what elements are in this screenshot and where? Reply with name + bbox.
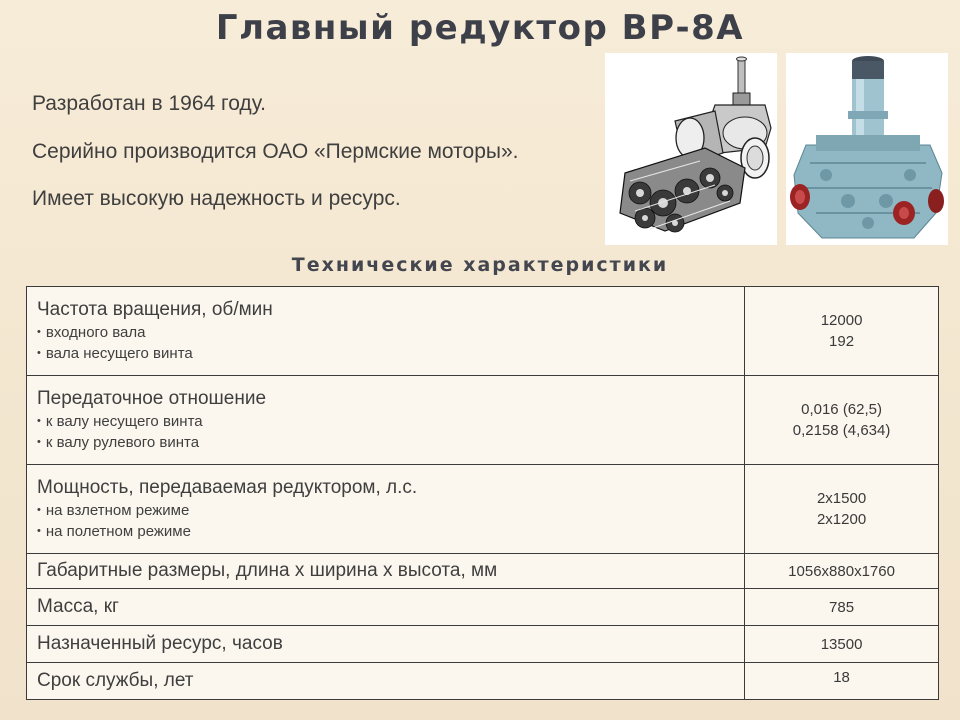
param-sub-label: • вала несущего винта xyxy=(37,343,734,364)
value-text: 192 xyxy=(829,333,855,350)
intro-manufacturer: Серийно производится ОАО «Пермские моторы». xyxy=(32,140,519,163)
value-text: 785 xyxy=(829,598,855,616)
value-cell xyxy=(745,287,939,376)
value-cell xyxy=(745,589,939,626)
value-text: 2х1200 xyxy=(816,511,867,528)
param-sub-label: • входного вала xyxy=(37,322,734,343)
value-cell xyxy=(745,663,939,700)
param-cell xyxy=(27,663,745,700)
param-sub-label: • к валу несущего винта xyxy=(37,411,734,432)
param-sub-label: • на взлетном режиме xyxy=(37,500,734,521)
intro-developed: Разработан в 1964 году. xyxy=(32,92,266,115)
table-row xyxy=(27,589,939,626)
value-cell xyxy=(745,376,939,465)
value-cell xyxy=(745,465,939,554)
intro-reliability: Имеет высокую надежность и ресурс. xyxy=(32,187,401,210)
value-text: 0,016 (62,5) xyxy=(801,401,882,418)
value-cell xyxy=(745,626,939,663)
table-row xyxy=(27,554,939,589)
param-label: Масса, кг xyxy=(37,596,119,617)
gearbox-photo-image xyxy=(786,53,948,245)
param-label: Передаточное отношение xyxy=(37,388,267,409)
page-title: Главный редуктор ВР-8А xyxy=(215,8,745,48)
param-sub-label: • на полетном режиме xyxy=(37,521,734,542)
param-cell xyxy=(27,376,745,465)
param-cell xyxy=(27,589,745,626)
value-text: 0,2158 (4,634) xyxy=(792,422,891,439)
param-sub-label: • к валу рулевого винта xyxy=(37,432,734,453)
param-cell xyxy=(27,554,745,589)
table-row xyxy=(27,376,939,465)
param-cell xyxy=(27,287,745,376)
value-cell xyxy=(745,554,939,589)
table-row xyxy=(27,287,939,376)
table-row xyxy=(27,626,939,663)
specs-table xyxy=(26,286,939,700)
param-label: Мощность, передаваемая редуктором, л.с. xyxy=(37,477,418,498)
value-text: 2х1500 xyxy=(816,490,867,507)
value-text: 13500 xyxy=(820,635,863,653)
specs-subtitle: Технические характеристики xyxy=(291,254,669,276)
value-text: 1056х880х1760 xyxy=(788,562,895,580)
param-label: Габаритные размеры, длина х ширина х высота, мм xyxy=(37,560,498,581)
param-label: Назначенный ресурс, часов xyxy=(37,633,283,654)
param-label: Частота вращения, об/мин xyxy=(37,299,273,320)
value-text: 18 xyxy=(833,669,850,686)
param-label: Срок службы, лет xyxy=(37,670,194,691)
value-text: 12000 xyxy=(820,312,863,329)
table-row xyxy=(27,663,939,700)
table-row xyxy=(27,465,939,554)
param-cell xyxy=(27,465,745,554)
gearbox-drawing-image xyxy=(605,53,777,245)
param-cell xyxy=(27,626,745,663)
